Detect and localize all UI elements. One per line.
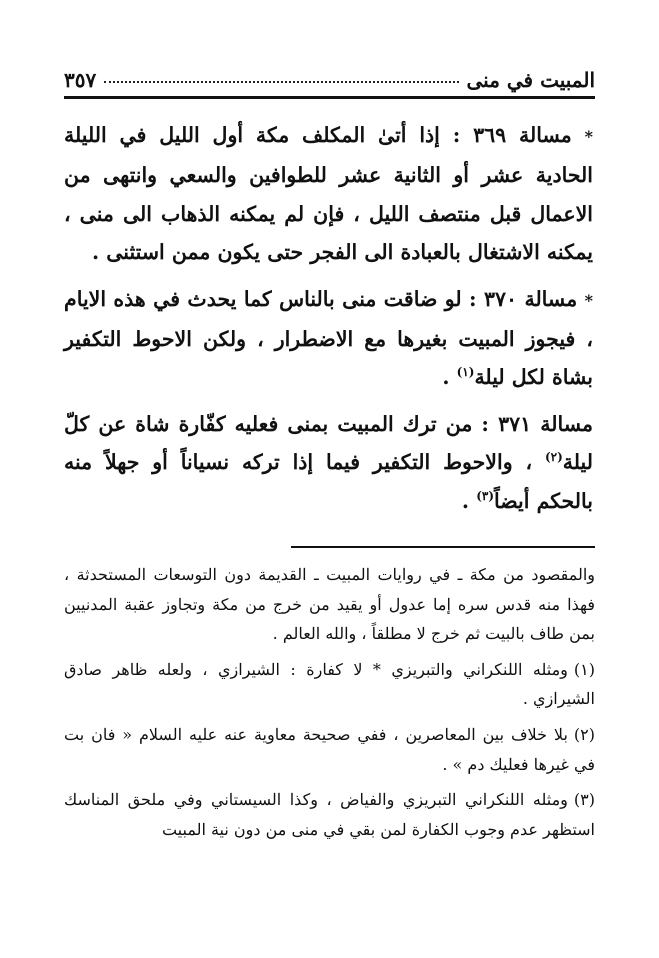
- running-header: [64, 56, 595, 92]
- footnote-2: [64, 720, 595, 779]
- main-text: [64, 116, 593, 528]
- issue-text-continued: ، والاحوط التكفير فيما إذا تركه نسياناً أو جهلاً منه بالحكم أيضاً: [64, 450, 593, 513]
- footnote-ref[interactable]: (٣): [476, 488, 495, 503]
- issue-tail: .: [461, 488, 477, 513]
- footnote-text: ومثله اللنكراني والتبريزي * لا كفارة : الشيرازي ، ولعله ظاهر صادق الشيرازي .: [64, 659, 595, 709]
- footnote-1: [64, 655, 595, 714]
- footnote-text: بلا خلاف بين المعاصرين ، ففي صحيحة معاوية عنه عليه السلام « فان بت في غيرها فعليك دم » .: [64, 724, 595, 774]
- issue-text: إذا أتىٰ المكلف مكة أول الليل في الليلة الحادية عشر أو الثانية عشر للطوافين والسعي وانتهى من الاعمال قبل منتصف الليل ، فإن لم يمكنه الذهاب الى منى ، يمكنه الاشتغال بالعبادة الى الفجر حتى يكون ممن استثنى .: [64, 123, 593, 265]
- chapter-title: المبيت في منى: [466, 68, 595, 92]
- star-marker: *: [584, 127, 594, 146]
- footnote-continuation: والمقصود من مكة ـ في روايات المبيت ـ القديمة دون التوسعات المستحدثة ، فهذا منه قدس سره إما عدول أو يقيد من خرج من مكة وتجاوز عقبة المدنيين بمن طاف بالبيت ثم خرج لا مطلقاً ، والله العالم .: [64, 565, 596, 644]
- issue-text: لو ضاقت منى بالناس كما يحدث في هذه الايام ، فيجوز المبيت بغيرها مع الاضطرار ، ولكن الاحوط التكفير بشاة لكل ليلة: [64, 286, 593, 390]
- leader-dots: [104, 81, 458, 83]
- footnote-separator: [291, 546, 595, 548]
- issue-label: مسالة ٣٦٩ :: [452, 123, 572, 147]
- page-number: ٣٥٧: [64, 68, 97, 92]
- issue-371: [64, 405, 593, 520]
- issue-tail: .: [442, 365, 457, 390]
- star-marker: *: [584, 290, 593, 310]
- footnote-text: ومثله اللنكراني التبريزي والفياض ، وكذا السيستاني وفي ملحق المناسك استظهر عدم وجوب الكفارة لمن بقي في منى من دون نية المبيت: [64, 790, 595, 839]
- issue-label: مسالة ٣٧٠ :: [469, 286, 578, 311]
- footnote-3: [64, 785, 595, 844]
- footnote-number: (٣): [573, 790, 595, 810]
- issue-text: من ترك المبيت بمنى فعليه كفّارة شاة عن كلّ ليلة: [64, 411, 593, 475]
- issue-label: مسالة ٣٧١ :: [481, 411, 593, 436]
- header-rule: [64, 96, 595, 99]
- footnote-number: (١): [573, 659, 595, 679]
- footnote-ref[interactable]: (٢): [544, 450, 563, 465]
- issue-369: [64, 116, 593, 272]
- issue-370: [64, 280, 593, 397]
- footnote-ref[interactable]: (١): [456, 365, 475, 380]
- footnotes: [64, 560, 595, 850]
- footnote-number: (٢): [573, 724, 595, 744]
